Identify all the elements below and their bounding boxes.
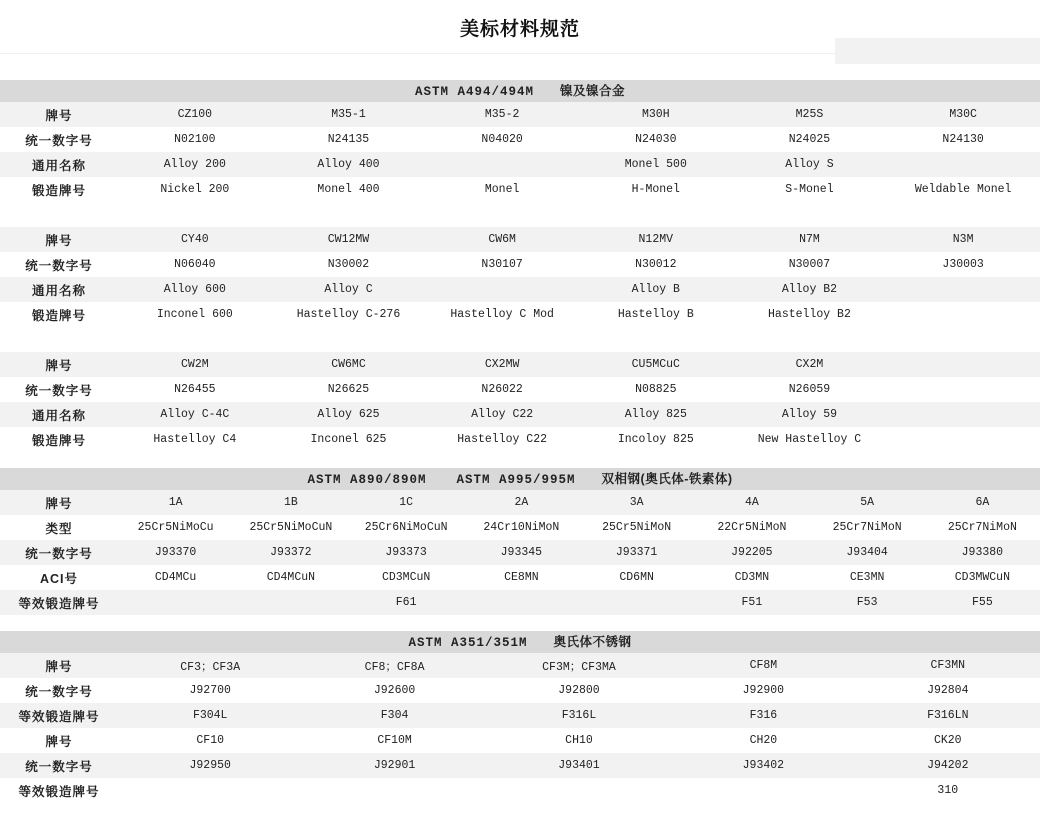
table-row bbox=[0, 565, 1040, 590]
section-header-a890 bbox=[0, 468, 1040, 490]
cell: Alloy C bbox=[272, 277, 426, 302]
cell: F53 bbox=[810, 590, 925, 615]
cell: J93380 bbox=[925, 540, 1040, 565]
row-label: 通用名称 bbox=[0, 402, 118, 427]
cell: N24025 bbox=[733, 127, 887, 152]
cell: N06040 bbox=[118, 252, 272, 277]
bottom-padding bbox=[0, 803, 1040, 811]
cell bbox=[886, 377, 1040, 402]
section-astm-code: ASTM A351/351M bbox=[408, 636, 528, 650]
table-row bbox=[0, 127, 1040, 152]
cell bbox=[487, 778, 671, 803]
top-right-box bbox=[835, 38, 1040, 64]
cell: Monel bbox=[425, 177, 579, 202]
cell: CF10 bbox=[118, 728, 302, 753]
cell bbox=[886, 302, 1040, 327]
row-label: 通用名称 bbox=[0, 152, 118, 177]
cell: N26625 bbox=[272, 377, 426, 402]
cell: N24135 bbox=[272, 127, 426, 152]
table-row bbox=[0, 252, 1040, 277]
cell bbox=[464, 590, 579, 615]
top-strip bbox=[0, 53, 1040, 78]
cell: N30007 bbox=[733, 252, 887, 277]
row-label: 等效锻造牌号 bbox=[0, 590, 118, 615]
cell bbox=[579, 590, 694, 615]
cell: N08825 bbox=[579, 377, 733, 402]
cell: Hastelloy B bbox=[579, 302, 733, 327]
section-cn-name: 双相钢(奥氏体-铁素体) bbox=[601, 472, 733, 486]
row-label: 牌号 bbox=[0, 352, 118, 377]
section-cn-name: 奥氏体不锈钢 bbox=[553, 635, 632, 649]
cell: F316LN bbox=[856, 703, 1040, 728]
cell: J92700 bbox=[118, 678, 302, 703]
cell: Alloy 59 bbox=[733, 402, 887, 427]
cell: F304 bbox=[302, 703, 486, 728]
cell: Inconel 625 bbox=[272, 427, 426, 452]
cell: J93371 bbox=[579, 540, 694, 565]
cell: M30H bbox=[579, 102, 733, 127]
row-label: 统一数字号 bbox=[0, 678, 118, 703]
cell: Hastelloy C22 bbox=[425, 427, 579, 452]
row-label: 锻造牌号 bbox=[0, 177, 118, 202]
cell: CF10M bbox=[302, 728, 486, 753]
cell bbox=[671, 778, 855, 803]
cell: N7M bbox=[733, 227, 887, 252]
cell bbox=[118, 778, 302, 803]
cell: 1B bbox=[233, 490, 348, 515]
cell: CU5MCuC bbox=[579, 352, 733, 377]
cell: Alloy C-4C bbox=[118, 402, 272, 427]
table-row bbox=[0, 302, 1040, 327]
table-a351 bbox=[0, 653, 1040, 803]
cell: F304L bbox=[118, 703, 302, 728]
cell bbox=[886, 277, 1040, 302]
cell: J93404 bbox=[810, 540, 925, 565]
row-label: 等效锻造牌号 bbox=[0, 703, 118, 728]
table-spacer-row bbox=[0, 202, 1040, 227]
cell: N3M bbox=[886, 227, 1040, 252]
cell: 25Cr5NiMoN bbox=[579, 515, 694, 540]
cell: 22Cr5NiMoN bbox=[694, 515, 809, 540]
table-row bbox=[0, 703, 1040, 728]
cell: N26059 bbox=[733, 377, 887, 402]
cell: 3A bbox=[579, 490, 694, 515]
cell bbox=[886, 352, 1040, 377]
cell: Alloy S bbox=[733, 152, 887, 177]
spacer-cell bbox=[0, 327, 1040, 352]
cell bbox=[425, 277, 579, 302]
cell: Alloy 625 bbox=[272, 402, 426, 427]
cell: Alloy 400 bbox=[272, 152, 426, 177]
table-row bbox=[0, 540, 1040, 565]
cell: 25Cr5NiMoCu bbox=[118, 515, 233, 540]
cell: 25Cr7NiMoN bbox=[810, 515, 925, 540]
cell: CH10 bbox=[487, 728, 671, 753]
cell: 2A bbox=[464, 490, 579, 515]
cell: CF8；CF8A bbox=[302, 653, 486, 678]
cell: N26022 bbox=[425, 377, 579, 402]
cell: M25S bbox=[733, 102, 887, 127]
table-a494-block2 bbox=[0, 227, 1040, 352]
section-header-a351 bbox=[0, 631, 1040, 653]
cell: CF3；CF3A bbox=[118, 653, 302, 678]
table-row bbox=[0, 728, 1040, 753]
cell: Alloy B2 bbox=[733, 277, 887, 302]
cell: J92800 bbox=[487, 678, 671, 703]
cell: F316L bbox=[487, 703, 671, 728]
cell: M30C bbox=[886, 102, 1040, 127]
cell: N30002 bbox=[272, 252, 426, 277]
cell: CD3MCuN bbox=[349, 565, 464, 590]
section-cn-name: 镍及镍合金 bbox=[560, 84, 626, 98]
table-a890 bbox=[0, 490, 1040, 615]
cell: N30012 bbox=[579, 252, 733, 277]
row-label: 牌号 bbox=[0, 490, 118, 515]
table-row bbox=[0, 352, 1040, 377]
cell: Inconel 600 bbox=[118, 302, 272, 327]
cell: CE8MN bbox=[464, 565, 579, 590]
table-spacer-row bbox=[0, 327, 1040, 352]
cell: S-Monel bbox=[733, 177, 887, 202]
table-row bbox=[0, 590, 1040, 615]
row-label: 锻造牌号 bbox=[0, 427, 118, 452]
row-label: 统一数字号 bbox=[0, 252, 118, 277]
cell bbox=[302, 778, 486, 803]
section-astm-code: ASTM A890/890M bbox=[307, 473, 427, 487]
cell: CY40 bbox=[118, 227, 272, 252]
table-row bbox=[0, 490, 1040, 515]
section-gap bbox=[0, 615, 1040, 629]
cell bbox=[886, 427, 1040, 452]
row-label: 锻造牌号 bbox=[0, 302, 118, 327]
cell: Alloy C22 bbox=[425, 402, 579, 427]
table-row bbox=[0, 177, 1040, 202]
cell: CW6M bbox=[425, 227, 579, 252]
table-row bbox=[0, 377, 1040, 402]
row-label: 统一数字号 bbox=[0, 540, 118, 565]
table-row bbox=[0, 102, 1040, 127]
cell: Alloy 825 bbox=[579, 402, 733, 427]
cell bbox=[886, 402, 1040, 427]
table-row bbox=[0, 427, 1040, 452]
cell: CF3MN bbox=[856, 653, 1040, 678]
cell: J92900 bbox=[671, 678, 855, 703]
table-row bbox=[0, 515, 1040, 540]
cell: Hastelloy B2 bbox=[733, 302, 887, 327]
row-label: 统一数字号 bbox=[0, 127, 118, 152]
cell: CD4MCu bbox=[118, 565, 233, 590]
section-header-a494 bbox=[0, 80, 1040, 102]
cell bbox=[233, 590, 348, 615]
cell: Weldable Monel bbox=[886, 177, 1040, 202]
cell: 24Cr10NiMoN bbox=[464, 515, 579, 540]
cell: Nickel 200 bbox=[118, 177, 272, 202]
cell: Alloy B bbox=[579, 277, 733, 302]
cell: CF8M bbox=[671, 653, 855, 678]
cell: J92804 bbox=[856, 678, 1040, 703]
cell: N04020 bbox=[425, 127, 579, 152]
table-a494-block3 bbox=[0, 352, 1040, 452]
cell: 1A bbox=[118, 490, 233, 515]
section-gap bbox=[0, 452, 1040, 466]
section-astm-code: ASTM A494/494M bbox=[414, 85, 534, 99]
cell: CK20 bbox=[856, 728, 1040, 753]
cell: F61 bbox=[349, 590, 464, 615]
row-label: 牌号 bbox=[0, 653, 118, 678]
table-row bbox=[0, 227, 1040, 252]
cell: Hastelloy C-276 bbox=[272, 302, 426, 327]
table-row bbox=[0, 402, 1040, 427]
cell bbox=[886, 152, 1040, 177]
cell: CD4MCuN bbox=[233, 565, 348, 590]
cell: N26455 bbox=[118, 377, 272, 402]
cell: F316 bbox=[671, 703, 855, 728]
table-row bbox=[0, 753, 1040, 778]
cell: M35-1 bbox=[272, 102, 426, 127]
cell bbox=[425, 152, 579, 177]
table-row bbox=[0, 678, 1040, 703]
page-title: 美标材料规范 bbox=[459, 19, 580, 40]
cell: 6A bbox=[925, 490, 1040, 515]
cell: J93373 bbox=[349, 540, 464, 565]
cell: N02100 bbox=[118, 127, 272, 152]
section-astm-code-2: ASTM A995/995M bbox=[456, 473, 576, 487]
cell: CX2M bbox=[733, 352, 887, 377]
cell: N30107 bbox=[425, 252, 579, 277]
spacer-cell bbox=[0, 202, 1040, 227]
cell: J92901 bbox=[302, 753, 486, 778]
cell: 4A bbox=[694, 490, 809, 515]
row-label: 牌号 bbox=[0, 102, 118, 127]
cell: 310 bbox=[856, 778, 1040, 803]
cell: J92205 bbox=[694, 540, 809, 565]
table-row bbox=[0, 277, 1040, 302]
cell: CD3MN bbox=[694, 565, 809, 590]
row-label: ACI号 bbox=[0, 565, 118, 590]
cell: New Hastelloy C bbox=[733, 427, 887, 452]
cell: 5A bbox=[810, 490, 925, 515]
cell: 25Cr6NiMoCuN bbox=[349, 515, 464, 540]
cell: N24130 bbox=[886, 127, 1040, 152]
row-label: 牌号 bbox=[0, 227, 118, 252]
cell: 25Cr5NiMoCuN bbox=[233, 515, 348, 540]
cell: N12MV bbox=[579, 227, 733, 252]
row-label: 等效锻造牌号 bbox=[0, 778, 118, 803]
cell: F51 bbox=[694, 590, 809, 615]
row-label: 统一数字号 bbox=[0, 753, 118, 778]
cell: CX2MW bbox=[425, 352, 579, 377]
table-row bbox=[0, 152, 1040, 177]
cell: CF3M；CF3MA bbox=[487, 653, 671, 678]
cell: Alloy 200 bbox=[118, 152, 272, 177]
cell: J92600 bbox=[302, 678, 486, 703]
table-row bbox=[0, 653, 1040, 678]
cell: CH20 bbox=[671, 728, 855, 753]
cell bbox=[118, 590, 233, 615]
cell: J93372 bbox=[233, 540, 348, 565]
cell: N24030 bbox=[579, 127, 733, 152]
cell: Hastelloy C Mod bbox=[425, 302, 579, 327]
table-row bbox=[0, 778, 1040, 803]
cell: J92950 bbox=[118, 753, 302, 778]
cell: Alloy 600 bbox=[118, 277, 272, 302]
cell: CW6MC bbox=[272, 352, 426, 377]
cell: J93345 bbox=[464, 540, 579, 565]
row-label: 类型 bbox=[0, 515, 118, 540]
cell: CD3MWCuN bbox=[925, 565, 1040, 590]
cell: J94202 bbox=[856, 753, 1040, 778]
cell: CZ100 bbox=[118, 102, 272, 127]
cell: Hastelloy C4 bbox=[118, 427, 272, 452]
cell: CW2M bbox=[118, 352, 272, 377]
cell: CE3MN bbox=[810, 565, 925, 590]
row-label: 统一数字号 bbox=[0, 377, 118, 402]
cell: J93370 bbox=[118, 540, 233, 565]
cell: H-Monel bbox=[579, 177, 733, 202]
cell: J93401 bbox=[487, 753, 671, 778]
cell: F55 bbox=[925, 590, 1040, 615]
cell: Monel 400 bbox=[272, 177, 426, 202]
cell: 25Cr7NiMoN bbox=[925, 515, 1040, 540]
row-label: 牌号 bbox=[0, 728, 118, 753]
cell: CW12MW bbox=[272, 227, 426, 252]
cell: J93402 bbox=[671, 753, 855, 778]
cell: M35-2 bbox=[425, 102, 579, 127]
cell: CD6MN bbox=[579, 565, 694, 590]
cell: 1C bbox=[349, 490, 464, 515]
cell: Incoloy 825 bbox=[579, 427, 733, 452]
table-a494-block1 bbox=[0, 102, 1040, 227]
cell: Monel 500 bbox=[579, 152, 733, 177]
row-label: 通用名称 bbox=[0, 277, 118, 302]
cell: J30003 bbox=[886, 252, 1040, 277]
